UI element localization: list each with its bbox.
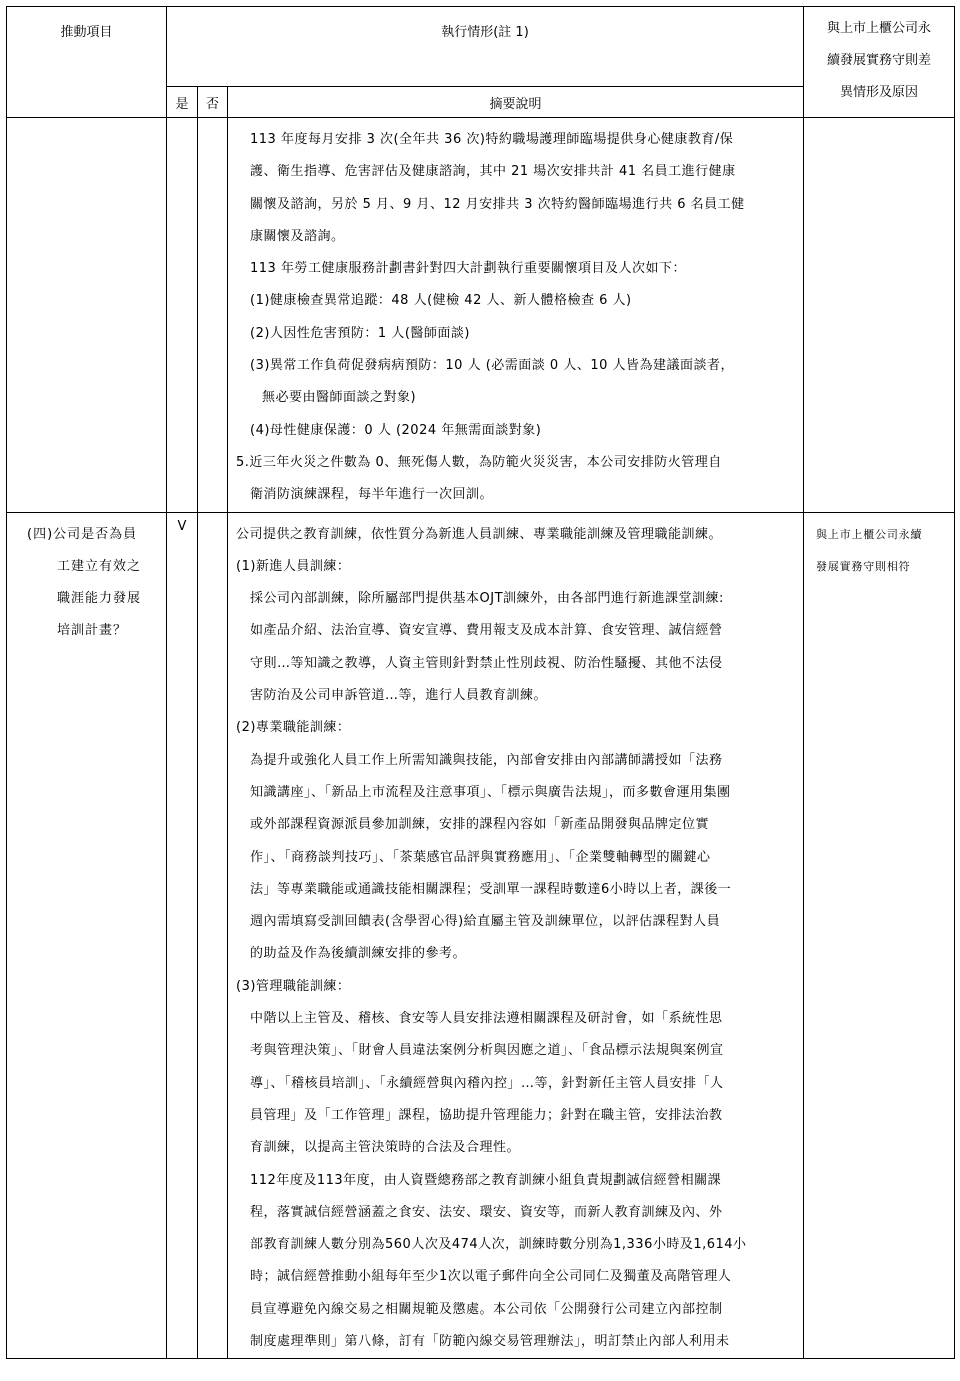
document-page <box>6 6 954 1381</box>
summary-line: 5.近三年火災之件數為 0、無死傷人數，為防範火災災害，本公司安排防火管理自 <box>236 454 722 470</box>
item-line: 培訓計畫？ <box>57 623 128 639</box>
summary-line: 的助益及作為後續訓練安排的參考。 <box>250 946 467 962</box>
summary-line: (1)健康檢查異常追蹤：48 人(健檢 42 人、新人體格檢查 6 人) <box>250 293 632 309</box>
summary-line: (3)管理職能訓練： <box>236 978 351 994</box>
summary-line: 或外部課程資源派員參加訓練，安排的課程內容如「新產品開發與品牌定位實 <box>250 817 710 833</box>
header-summary: 摘要說明 <box>228 87 804 118</box>
summary-line: (4)母性健康保護：0 人 (2024 年無需面談對象) <box>250 422 542 438</box>
summary-line: 無必要由醫師面談之對象) <box>262 390 417 406</box>
summary-line: 害防治及公司申訴管道…等，進行人員教育訓練。 <box>250 688 548 704</box>
header-item: 推動項目 <box>7 7 167 118</box>
summary-line: 康關懷及諮詢。 <box>250 228 345 244</box>
summary-line: 法」等專業職能或通識技能相關課程；受訓單一課程時數達6小時以上者，課後一 <box>250 881 732 897</box>
no-mark <box>198 512 228 1359</box>
header-difference <box>804 7 955 118</box>
summary-line: (1)新進人員訓練： <box>236 558 351 574</box>
difference-line: 發展實務守則相符 <box>816 559 911 573</box>
table-row <box>7 512 955 1359</box>
yes-mark: V <box>167 512 198 1359</box>
table-row <box>7 118 955 513</box>
summary-line: 護、衛生指導、危害評估及健康諮詢，其中 21 場次安排共計 41 名員工進行健康 <box>250 164 736 180</box>
summary-line: 採公司內部訓練，除所屬部門提供基本OJT訓練外，由各部門進行新進課堂訓練: <box>250 591 724 607</box>
header-row <box>7 7 955 87</box>
summary-line: (2)人因性危害預防：1 人(醫師面談) <box>250 325 470 341</box>
summary-line: 導」、「稽核員培訓」、「永續經營與內稽內控」…等，針對新任主管人員安排「人 <box>250 1075 724 1091</box>
summary-line: 作」、「商務談判技巧」、「茶葉感官品評與實務應用」、「企業雙軸轉型的關鍵心 <box>250 849 711 865</box>
governance-table <box>6 6 955 1359</box>
summary-line: 為提升或強化人員工作上所需知識與技能，內部會安排由內部講師講授如「法務 <box>250 752 723 768</box>
difference-cell <box>804 512 955 1359</box>
summary-line: (2)專業職能訓練： <box>236 720 351 736</box>
summary-line: 守則…等知識之教導，人資主管則針對禁止性別歧視、防治性騷擾、其他不法侵 <box>250 655 723 671</box>
summary-line: 週內需填寫受訓回饋表(含學習心得)給直屬主管及訓練單位，以評估課程對人員 <box>250 914 721 930</box>
summary-cell <box>228 118 804 513</box>
header-no: 否 <box>198 87 228 118</box>
summary-line: 知識講座」、「新品上市流程及注意事項」、「標示與廣告法規」，而多數會運用集團 <box>250 784 731 800</box>
summary-cell <box>228 512 804 1359</box>
item-line: 職涯能力發展 <box>57 591 142 607</box>
header-difference-line: 與上市上櫃公司永 <box>827 21 932 36</box>
difference-cell-empty <box>804 118 955 513</box>
summary-line: 部教育訓練人數分別為560人次及474人次，訓練時數分別為1,336小時及1,614小 <box>250 1237 747 1253</box>
summary-line: 中階以上主管及、稽核、食安等人員安排法遵相關課程及研討會，如「系統性思 <box>250 1011 723 1027</box>
summary-line: 如產品介紹、法治宣導、資安宣導、費用報支及成本計算、食安管理、誠信經營 <box>250 623 723 639</box>
item-cell <box>7 512 167 1359</box>
item-line: (四)公司是否為員 <box>27 526 138 542</box>
summary-line: 113 年度每月安排 3 次(全年共 36 次)特約職場護理師臨場提供身心健康教育/保 <box>250 132 734 147</box>
summary-line: 程，落實誠信經營涵蓋之食安、法安、環安、資安等，而新人教育訓練及內、外 <box>250 1204 723 1220</box>
summary-line: 113 年勞工健康服務計劃書針對四大計劃執行重要關懷項目及人次如下： <box>250 261 686 277</box>
yes-cell-empty <box>167 118 198 513</box>
difference-line: 與上市上櫃公司永續 <box>816 527 923 541</box>
header-difference-line: 異情形及原因 <box>840 85 919 100</box>
summary-line: 考與管理決策」、「財會人員違法案例分析與因應之道」、「食品標示法規與案例宣 <box>250 1043 724 1059</box>
summary-text <box>228 513 803 1359</box>
header-difference-line: 續發展實務守則差 <box>827 53 932 68</box>
header-yes: 是 <box>167 87 198 118</box>
no-cell-empty <box>198 118 228 513</box>
item-line: 工建立有效之 <box>57 558 142 574</box>
summary-line: (3)異常工作負荷促發病病預防：10 人 (必需面談 0 人、10 人皆為建議面談者， <box>250 358 735 374</box>
summary-line: 衛消防演練課程，每半年進行一次回訓。 <box>250 487 494 503</box>
summary-line: 育訓練，以提高主管決策時的合法及合理性。 <box>250 1140 521 1156</box>
summary-line: 制度處理準則」第八條，訂有「防範內線交易管理辦法」，明訂禁止內部人利用未 <box>250 1333 730 1349</box>
summary-line: 員管理」及「工作管理」課程，協助提升管理能力；針對在職主管，安排法治教 <box>250 1107 723 1123</box>
summary-line: 關懷及諮詢，另於 5 月、9 月、12 月安排共 3 次特約醫師臨場進行共 6 名員工健 <box>250 196 745 212</box>
summary-line: 時；誠信經營推動小組每年至少1次以電子郵件向全公司同仁及獨董及高階管理人 <box>250 1269 732 1285</box>
summary-line: 員宣導避免內線交易之相關規範及懲處。本公司依「公開發行公司建立內部控制 <box>250 1301 723 1317</box>
summary-text <box>228 118 803 512</box>
summary-line: 112年度及113年度，由人資暨總務部之教育訓練小組負責規劃誠信經營相關課 <box>250 1172 722 1188</box>
summary-line: 公司提供之教育訓練，依性質分為新進人員訓練、專業職能訓練及管理職能訓練。 <box>236 526 723 542</box>
header-execution: 執行情形(註 1) <box>167 7 804 87</box>
item-cell-empty <box>7 118 167 513</box>
